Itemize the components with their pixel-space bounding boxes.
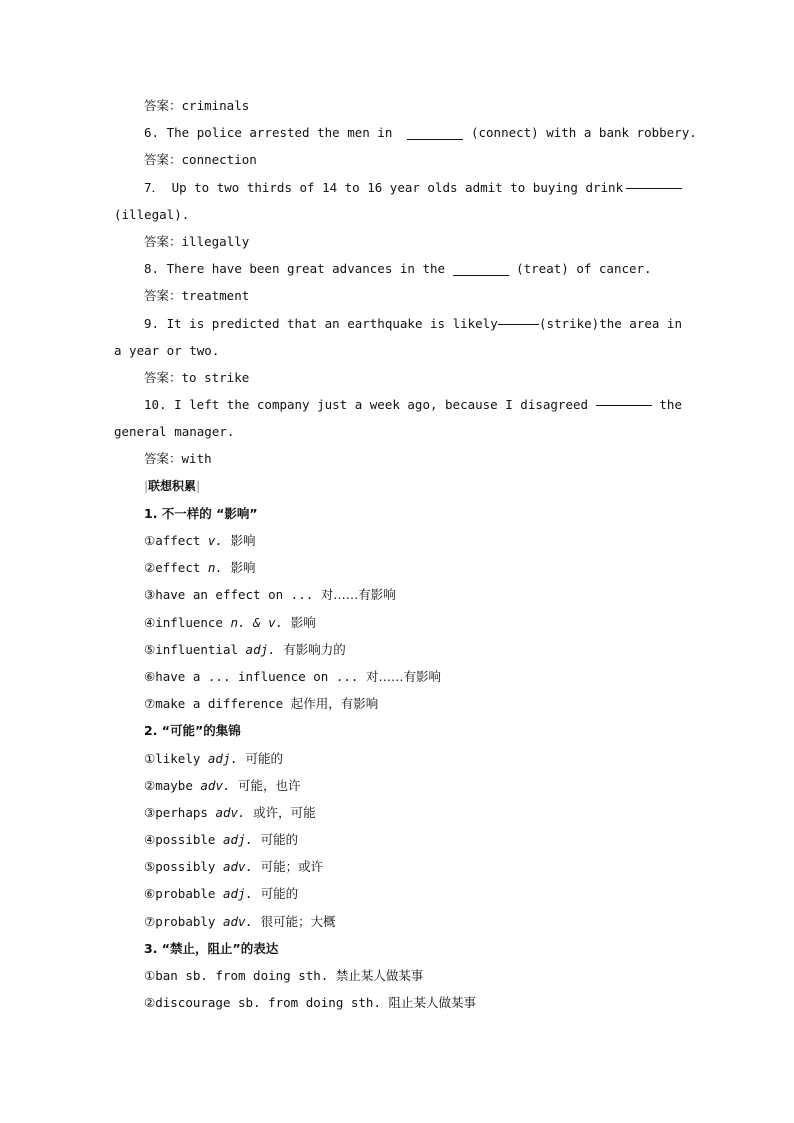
item-english: effect — [155, 560, 201, 576]
answer-6 — [114, 146, 682, 173]
item-english: have an effect on ... — [155, 587, 314, 603]
item-english: possibly — [155, 859, 216, 875]
document-content — [114, 92, 697, 1016]
vocab-item — [114, 880, 682, 907]
item-chinese: 可能的 — [245, 750, 284, 766]
fill-blank — [626, 174, 682, 189]
answer-label: 答案： — [144, 369, 182, 385]
answer-label: 答案： — [144, 451, 182, 467]
item-marker: ① — [144, 750, 156, 766]
item-chinese: 阻止某人做某事 — [388, 995, 477, 1011]
item-chinese: 可能；或许 — [260, 859, 324, 875]
item-marker: ① — [144, 533, 156, 548]
item-marker: ③ — [144, 587, 156, 603]
group-heading: 3. “禁止，阻止”的表达 — [144, 940, 279, 956]
answer-label: 答案： — [144, 152, 182, 168]
section-bar-right: | — [196, 478, 201, 493]
answer-10 — [114, 445, 682, 472]
question-10-cont — [114, 418, 682, 445]
item-english: make a difference — [155, 696, 284, 712]
question-9 — [114, 310, 682, 337]
item-chinese: 有影响力的 — [283, 641, 346, 657]
item-pos: adv. — [222, 859, 254, 875]
item-pos: adv. — [215, 804, 246, 820]
vocab-item — [114, 636, 682, 663]
vocab-item — [114, 690, 682, 717]
item-english: influential — [155, 641, 239, 657]
answer-text: connection — [181, 152, 257, 168]
section-bar-left: | — [144, 478, 149, 493]
item-pos: adj. — [245, 641, 276, 657]
answer-9 — [114, 364, 682, 391]
fill-blank — [453, 261, 509, 276]
vocab-item — [114, 908, 682, 935]
question-text: It is predicted that an earthquake is likely — [166, 315, 498, 331]
item-pos: adj. — [207, 750, 239, 766]
item-marker: ① — [144, 968, 156, 983]
item-marker: ⑦ — [144, 696, 156, 712]
item-marker: ② — [144, 777, 156, 793]
item-english: influence — [155, 614, 223, 630]
item-english: likely — [155, 750, 201, 766]
item-chinese: 对……有影响 — [320, 587, 396, 603]
question-hint: (illegal). — [114, 206, 190, 222]
item-chinese: 起作用，有影响 — [290, 696, 379, 712]
question-text: There have been great advances in the — [166, 261, 446, 277]
item-english: perhaps — [155, 804, 208, 820]
item-marker: ⑥ — [144, 886, 156, 902]
question-text: the area in — [599, 315, 682, 331]
item-english: affect — [155, 533, 201, 548]
item-chinese: 很可能；大概 — [260, 913, 336, 929]
item-marker: ② — [144, 560, 156, 576]
group-heading: 2. “可能”的集锦 — [144, 723, 241, 739]
answer-7 — [114, 228, 682, 255]
vocab-item — [114, 826, 682, 853]
item-marker: ⑦ — [144, 913, 156, 929]
item-chinese: 影响 — [230, 560, 256, 576]
answer-label: 答案： — [144, 98, 182, 113]
vocab-item — [114, 989, 682, 1016]
item-english: discourage sb. from doing sth. — [155, 995, 381, 1011]
vocab-item — [114, 663, 682, 690]
item-pos: n. — [207, 560, 223, 576]
item-marker: ③ — [144, 804, 156, 820]
item-pos: adv. — [200, 777, 231, 793]
item-english: ban sb. from doing sth. — [155, 968, 329, 983]
answer-5 — [114, 92, 682, 119]
answer-text: criminals — [181, 98, 250, 113]
item-chinese: 可能，也许 — [238, 777, 301, 793]
item-chinese: 影响 — [290, 614, 316, 630]
item-english: have a ... influence on ... — [155, 668, 359, 684]
question-6 — [114, 119, 697, 146]
fill-blank — [407, 125, 463, 140]
section-heading — [114, 473, 682, 500]
question-text: the — [659, 397, 682, 413]
fill-blank — [498, 310, 539, 325]
item-chinese: 或许，可能 — [253, 804, 316, 820]
question-text: The police arrested the men in — [166, 125, 393, 141]
item-pos: adj. — [222, 832, 254, 848]
item-chinese: 可能的 — [260, 832, 299, 848]
question-text: with a bank robbery. — [546, 125, 697, 141]
vocab-item — [114, 799, 682, 826]
item-marker: ④ — [144, 832, 156, 848]
item-marker: ⑥ — [144, 668, 156, 684]
question-number: 6. — [144, 125, 160, 141]
vocab-item — [114, 772, 682, 799]
group-heading: 1. 不一样的 “影响” — [144, 505, 258, 521]
answer-text: illegally — [181, 233, 250, 249]
item-pos: v. — [207, 533, 223, 548]
answer-8 — [114, 282, 682, 309]
question-number: 7． — [144, 179, 165, 195]
item-chinese: 影响 — [230, 533, 256, 548]
vocab-groups — [114, 500, 682, 1017]
answer-label: 答案： — [144, 233, 182, 249]
item-chinese: 对……有影响 — [365, 668, 441, 684]
question-number: 10. — [144, 397, 167, 413]
question-text: of cancer. — [576, 261, 652, 277]
question-10 — [114, 391, 682, 418]
question-hint: (strike) — [538, 315, 600, 331]
item-marker: ② — [144, 995, 156, 1011]
answer-text: with — [181, 451, 212, 467]
section-title: 联想积累 — [148, 478, 197, 493]
item-pos: n. & v. — [230, 614, 284, 630]
item-marker: ⑤ — [144, 641, 156, 657]
vocab-item — [114, 745, 682, 772]
item-english: possible — [155, 832, 216, 848]
item-english: probably — [155, 913, 216, 929]
question-8 — [114, 255, 682, 282]
item-marker: ④ — [144, 614, 156, 630]
item-chinese: 可能的 — [260, 886, 299, 902]
answer-text: to strike — [181, 369, 250, 385]
vocab-item — [114, 554, 682, 581]
question-number: 8. — [144, 261, 160, 277]
vocab-item — [114, 962, 682, 989]
vocab-item — [114, 609, 682, 636]
fill-blank — [596, 391, 652, 406]
question-9-cont — [114, 337, 682, 364]
question-hint: (connect) — [470, 125, 539, 141]
vocab-item — [114, 581, 682, 608]
item-pos: adv. — [222, 913, 254, 929]
item-chinese: 禁止某人做某事 — [335, 968, 424, 983]
vocab-item — [114, 853, 682, 880]
item-marker: ⑤ — [144, 859, 156, 875]
answer-label: 答案： — [144, 288, 182, 304]
question-number: 9. — [144, 315, 160, 331]
question-text: Up to two thirds of 14 to 16 year olds admit to buying drink — [171, 179, 624, 195]
item-english: maybe — [155, 777, 193, 793]
item-pos: adj. — [222, 886, 254, 902]
answer-text: treatment — [181, 288, 250, 304]
question-text: I left the company just a week ago, because I disagreed — [174, 397, 589, 413]
item-english: probable — [155, 886, 216, 902]
vocab-item — [114, 527, 682, 554]
question-7-cont — [114, 201, 682, 228]
question-hint: (treat) — [516, 261, 569, 277]
question-text: a year or two. — [114, 342, 220, 358]
question-7 — [114, 174, 682, 201]
question-text: general manager. — [114, 424, 235, 440]
